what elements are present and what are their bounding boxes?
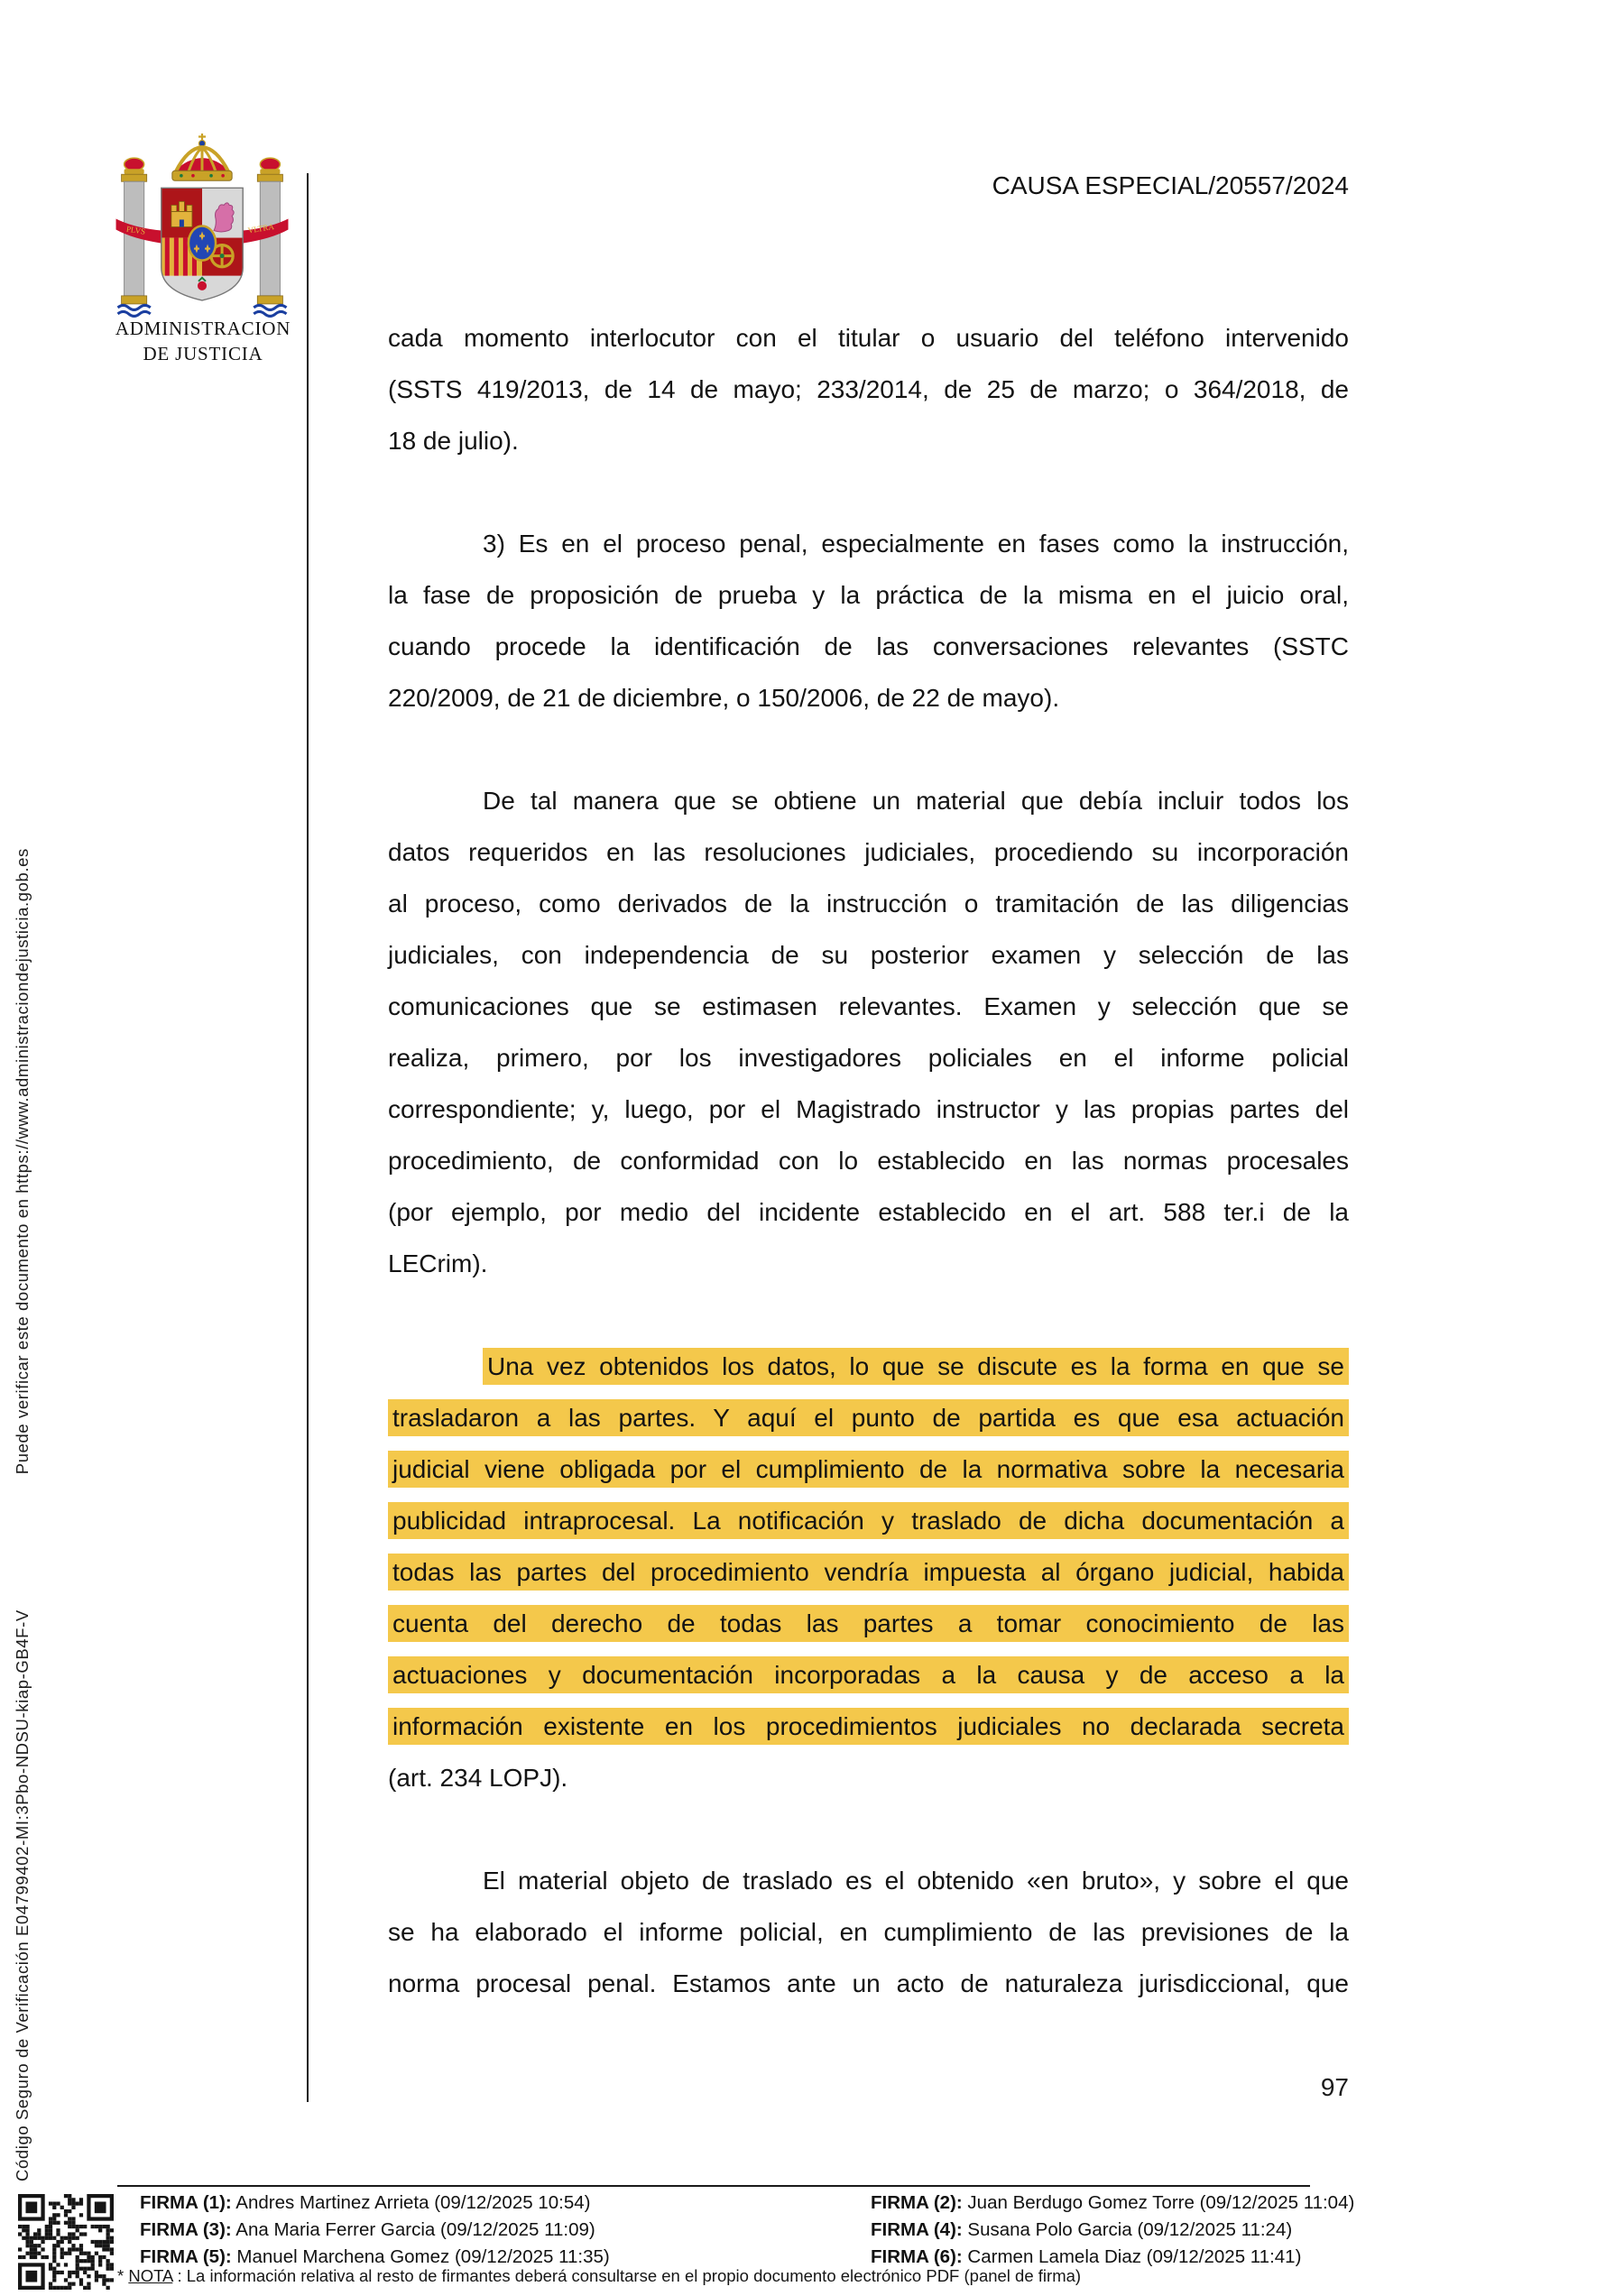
footer-divider	[117, 2185, 1310, 2187]
signature-block	[140, 2192, 1475, 2267]
paragraph	[388, 312, 1349, 466]
text-line: 18 de julio).	[388, 427, 519, 455]
signature-entry: FIRMA (6): Carmen Lamela Diaz (09/12/2025 11:41)	[871, 2246, 1302, 2267]
text-line	[388, 1546, 1349, 1598]
highlighted-text: Una vez obtenidos los datos, lo que se discute es la forma en que se	[483, 1348, 1349, 1385]
text-line: se ha elaborado el informe policial, en cumplimiento de las previsiones de la	[388, 1918, 1349, 1946]
highlighted-text: actuaciones y documentación incorporadas a la causa y de acceso a la	[388, 1656, 1349, 1693]
highlighted-text: cuenta del derecho de todas las partes a tomar conocimiento de las	[388, 1605, 1349, 1642]
signature-entry: FIRMA (5): Manuel Marchena Gomez (09/12/2025 11:35)	[140, 2246, 610, 2267]
coat-of-arms-graphic	[115, 134, 289, 320]
footer-note	[117, 2266, 1561, 2286]
text-line	[388, 1649, 1349, 1701]
text-line: cada momento interlocutor con el titular o usuario del teléfono intervenido	[388, 324, 1349, 352]
org-name-line1: ADMINISTRACION	[115, 318, 291, 339]
paragraph	[388, 518, 1349, 724]
case-reference: CAUSA ESPECIAL/20557/2024	[992, 171, 1349, 199]
nota-label: NOTA	[128, 2266, 173, 2285]
text-line	[388, 1341, 1349, 1392]
highlighted-text: información existente en los procedimientos judiciales no declarada secreta	[388, 1708, 1349, 1745]
paragraph	[388, 1855, 1349, 2009]
text-line: 3) Es en el proceso penal, especialmente en fases como la instrucción,	[483, 530, 1349, 558]
verification-sidebar-text	[13, 612, 32, 2181]
highlighted-text: judicial viene obligada por el cumplimiento de la normativa sobre la necesaria	[388, 1451, 1349, 1488]
signature-entry: FIRMA (3): Ana Maria Ferrer Garcia (09/12/2025 11:09)	[140, 2219, 595, 2240]
qr-code	[18, 2192, 114, 2291]
signature-entry: FIRMA (2): Juan Berdugo Gomez Torre (09/12/2025 11:04)	[871, 2192, 1355, 2213]
text-line: procedimiento, de conformidad con lo establecido en las normas procesales	[388, 1147, 1349, 1175]
text-line	[388, 1495, 1349, 1546]
text-line: De tal manera que se obtiene un material que debía incluir todos los	[483, 787, 1349, 815]
note-asterisk: *	[117, 2266, 129, 2285]
verify-url-text: Puede verificar este documento en https://www.administraciondejusticia.gob.es	[13, 848, 32, 1475]
org-name-line2: DE JUSTICIA	[143, 343, 263, 364]
paragraph	[388, 1341, 1349, 1803]
text-line: comunicaciones que se estimasen relevantes. Examen y selección que se	[388, 992, 1349, 1020]
text-line	[388, 1598, 1349, 1649]
left-separator-line	[307, 173, 309, 2102]
highlighted-text: publicidad intraprocesal. La notificación y traslado de dicha documentación a	[388, 1502, 1349, 1539]
note-text: : La información relativa al resto de firmantes deberá consultarse en el propio documento electrónico PDF (panel de firma)	[172, 2266, 1082, 2285]
text-line: judiciales, con independencia de su posterior examen y selección de las	[388, 941, 1349, 969]
page-number: 97	[1320, 2073, 1349, 2101]
text-line	[388, 1443, 1349, 1495]
text-line: realiza, primero, por los investigadores policiales en el informe policial	[388, 1044, 1349, 1072]
highlighted-text: todas las partes del procedimiento vendría impuesta al órgano judicial, habida	[388, 1554, 1349, 1591]
text-line: 220/2009, de 21 de diciembre, o 150/2006, de 22 de mayo).	[388, 684, 1060, 712]
signature-entry: FIRMA (1): Andres Martinez Arrieta (09/12/2025 10:54)	[140, 2192, 591, 2213]
text-line: al proceso, como derivados de la instrucción o tramitación de las diligencias	[388, 890, 1349, 917]
text-line: cuando procede la identificación de las conversaciones relevantes (SSTC	[388, 632, 1349, 660]
signature-entry: FIRMA (4): Susana Polo Garcia (09/12/2025 11:24)	[871, 2219, 1293, 2240]
document-body	[388, 312, 1349, 2009]
paragraph	[388, 775, 1349, 1289]
org-name	[86, 316, 320, 366]
motto-plus: PLVS	[125, 224, 146, 236]
highlighted-text: trasladaron a las partes. Y aquí el punto de partida es que esa actuación	[388, 1399, 1349, 1436]
text-line: norma procesal penal. Estamos ante un acto de naturaleza jurisdiccional, que	[388, 1969, 1349, 1997]
motto-ultra: VLTRA	[246, 222, 275, 235]
text-line	[388, 1392, 1349, 1443]
text-line: datos requeridos en las resoluciones judiciales, procediendo su incorporación	[388, 838, 1349, 866]
text-line: (por ejemplo, por medio del incidente establecido en el art. 588 ter.i de la	[388, 1198, 1349, 1226]
text-line: LECrim).	[388, 1249, 488, 1277]
text-line: correspondiente; y, luego, por el Magistrado instructor y las propias partes del	[388, 1095, 1349, 1123]
text-line: (SSTS 419/2013, de 14 de mayo; 233/2014, de 25 de marzo; o 364/2018, de	[388, 375, 1349, 403]
text-line: la fase de proposición de prueba y la práctica de la misma en el juicio oral,	[388, 581, 1349, 609]
ministry-coat-of-arms	[115, 134, 289, 320]
text-line	[388, 1701, 1349, 1752]
text-line: El material objeto de traslado es el obtenido «en bruto», y sobre el que	[483, 1867, 1349, 1895]
text-line: (art. 234 LOPJ).	[388, 1764, 568, 1792]
csv-code-text: Código Seguro de Verificación E04799402-MI:3Pbo-NDSU-kiap-GB4F-V	[13, 1609, 32, 2181]
